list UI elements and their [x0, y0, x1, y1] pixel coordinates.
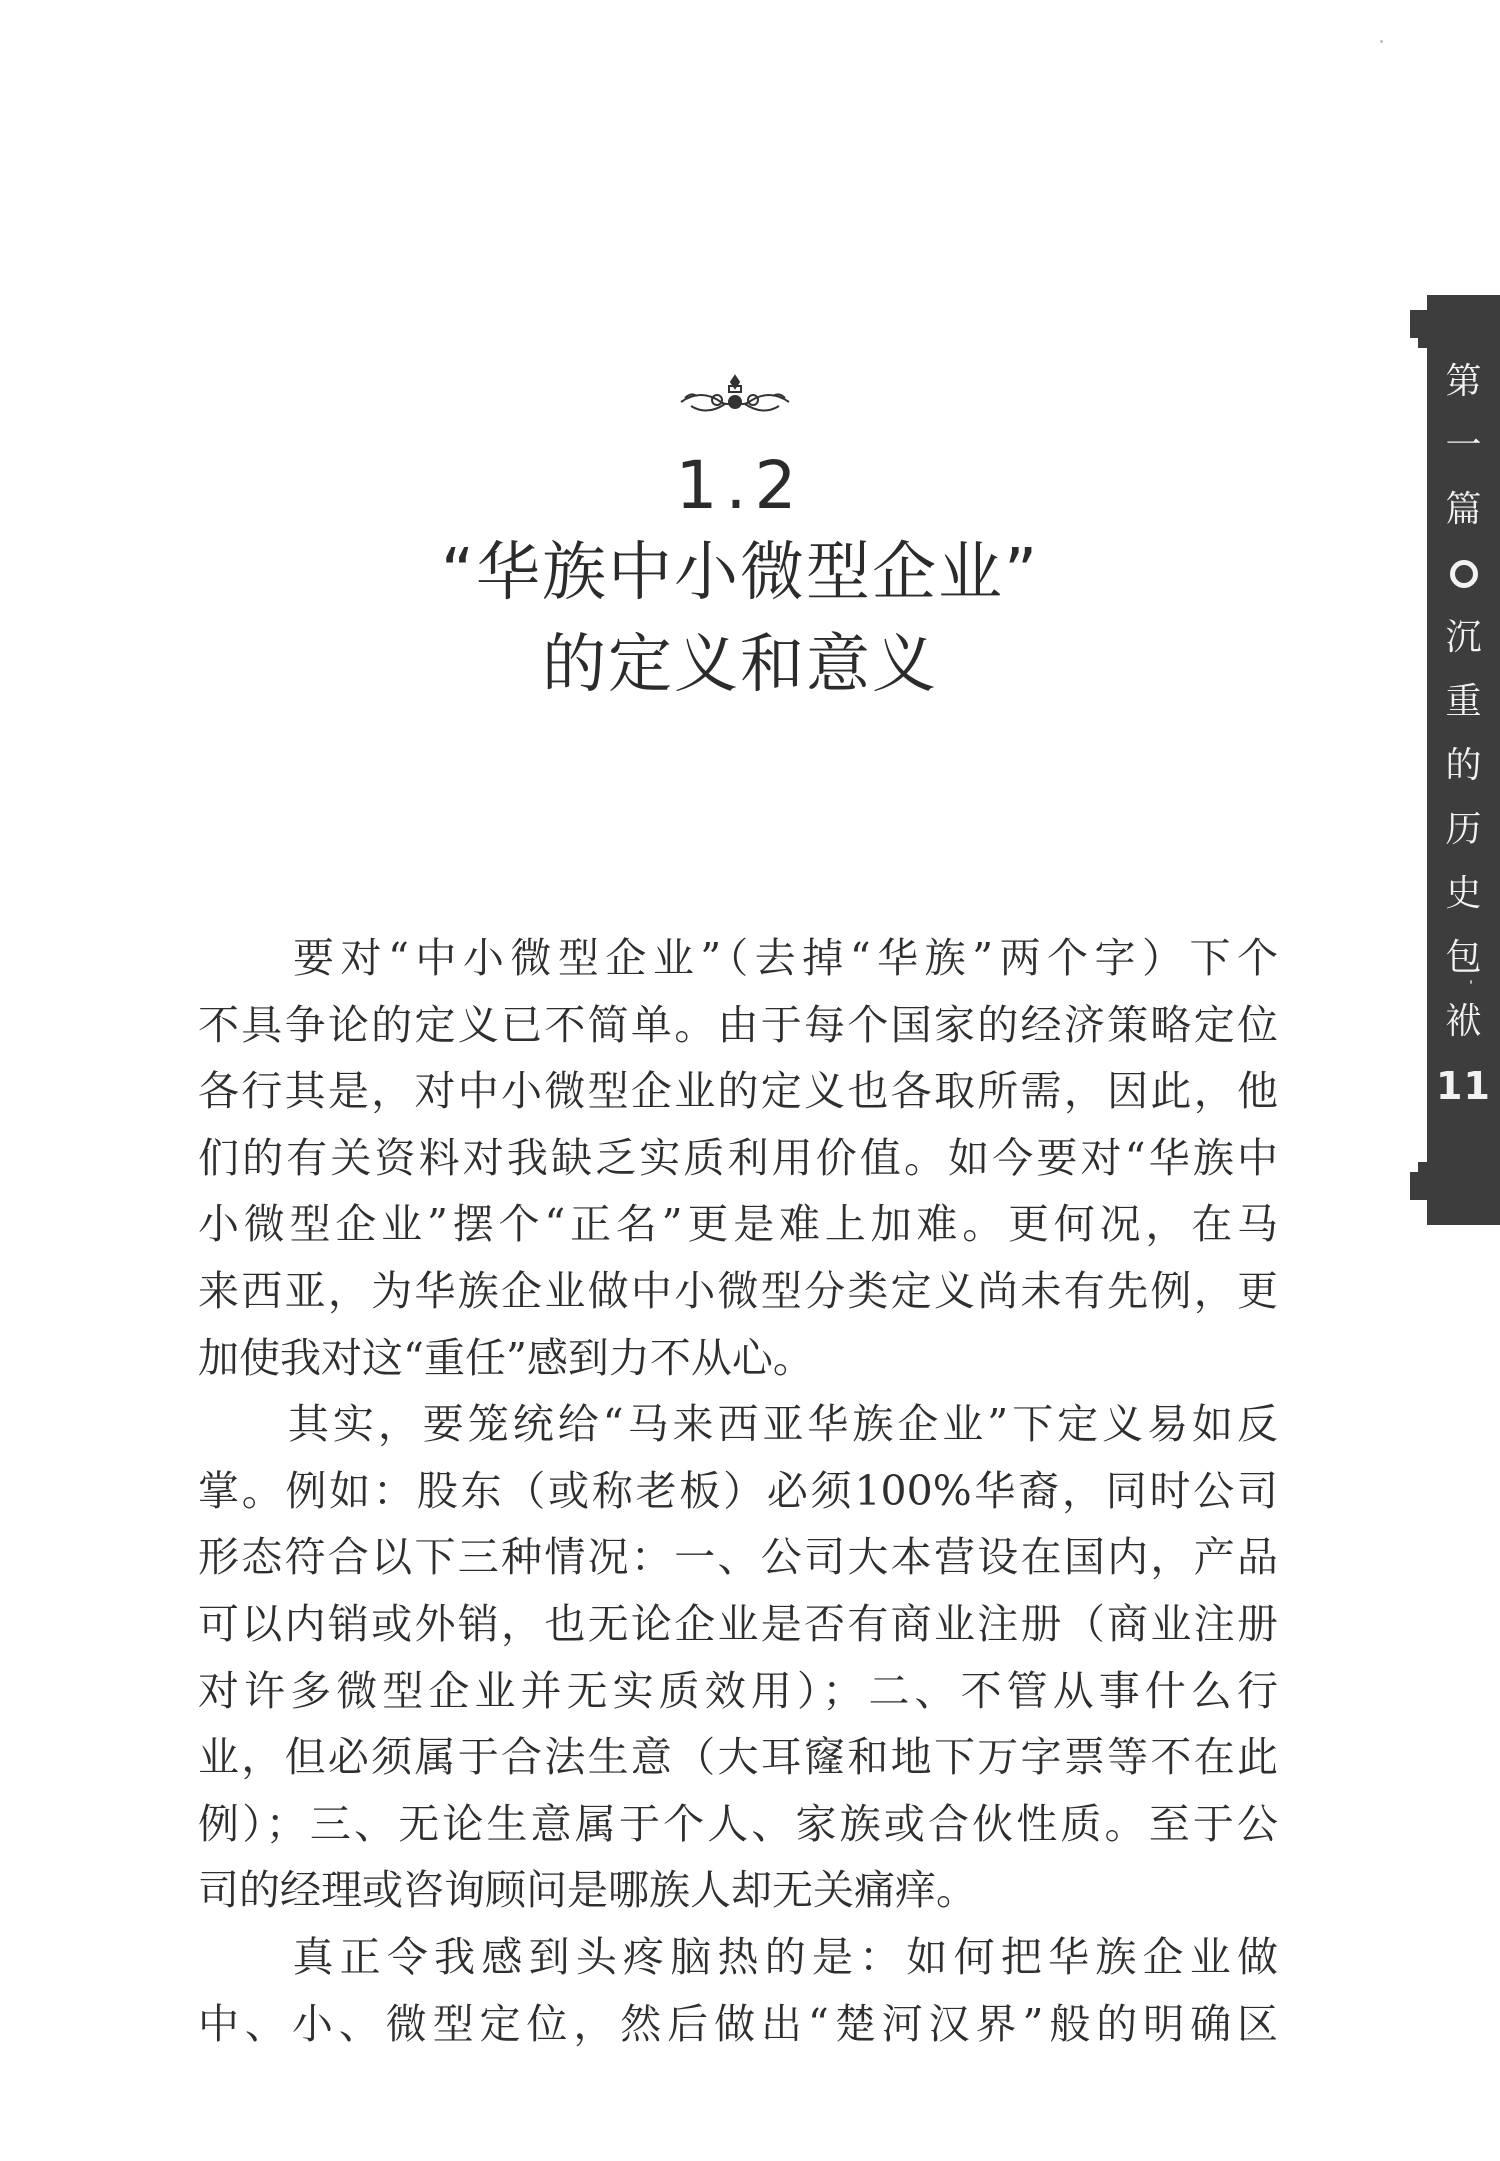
text-line: 中、小、微型定位，然后做出“楚河汉界”般的明确区: [198, 1999, 1278, 2048]
tab-char: 重: [1445, 681, 1482, 722]
tab-notch: [1418, 338, 1432, 348]
section-number: 1.2: [675, 447, 805, 524]
scan-speck: [1380, 40, 1383, 43]
tab-notch: [1410, 310, 1432, 338]
text-line: 例）；三、无论生意属于个人、家族或合伙性质。至于公: [198, 1799, 1278, 1848]
text-line: 来西亚，为华族企业做中小微型分类定义尚未有先例，更: [198, 1266, 1278, 1315]
tab-char: 历: [1445, 809, 1482, 850]
chapter-heading: [300, 445, 1180, 711]
side-tab-text: [1427, 350, 1500, 1108]
text-line: 可以内销或外销，也无论企业是否有商业注册（商业注册: [198, 1599, 1278, 1648]
tab-char: 包: [1445, 937, 1482, 978]
text-line: 真正令我感到头疼脑热的是：如何把华族企业做: [198, 1932, 1278, 1981]
text-line: 各行其是，对中小微型企业的定义也各取所需，因此，他: [198, 1067, 1278, 1116]
text-line: 小微型企业”摆个“正名”更是难上加难。更何况，在马: [198, 1200, 1278, 1249]
tab-char: 沉: [1445, 617, 1482, 658]
text-line: 要对“中小微型企业”（去掉“华族”两个字）下个: [198, 934, 1278, 982]
text-line: 掌。例如：股东（或称老板）必须100%华裔，同时公司: [198, 1466, 1278, 1515]
scroll-ornament-icon: [677, 372, 793, 420]
chapter-title-line-2: 的定义和意义: [542, 628, 938, 702]
text-line: 形态符合以下三种情况：一、公司大本营设在国内，产品: [198, 1533, 1278, 1582]
text-line: 其实，要笼统给“马来西亚华族企业”下定义易如反: [198, 1400, 1278, 1449]
text-line: 们的有关资料对我缺乏实质利用价值。如今要对“华族中: [198, 1133, 1278, 1182]
body-text: [198, 925, 1278, 2057]
tab-char: 一: [1445, 425, 1482, 466]
tab-notch: [1410, 1172, 1432, 1200]
text-line: 不具争论的定义已不简单。由于每个国家的经济策略定位: [198, 1000, 1278, 1049]
circle-separator-icon: [1450, 560, 1478, 588]
scan-speck: [1470, 980, 1472, 984]
text-line: 对许多微型企业并无实质效用）；二、不管从事什么行: [198, 1666, 1278, 1715]
page-number: 11: [1436, 1064, 1491, 1108]
chapter-title-line-1: “华族中小微型企业”: [440, 536, 1040, 610]
tab-char: 的: [1445, 745, 1482, 786]
text-line: 加使我对这“重任”感到力不从心。: [198, 1333, 814, 1382]
text-line: 司的经理或咨询顾问是哪族人却无关痛痒。: [198, 1866, 977, 1915]
tab-char: 第: [1445, 361, 1482, 402]
tab-char: 袱: [1445, 1001, 1482, 1042]
text-line: 业，但必须属于合法生意（大耳窿和地下万字票等不在此: [198, 1733, 1278, 1782]
tab-notch: [1418, 1162, 1432, 1172]
tab-char: 篇: [1445, 489, 1482, 530]
tab-char: 史: [1445, 873, 1482, 914]
